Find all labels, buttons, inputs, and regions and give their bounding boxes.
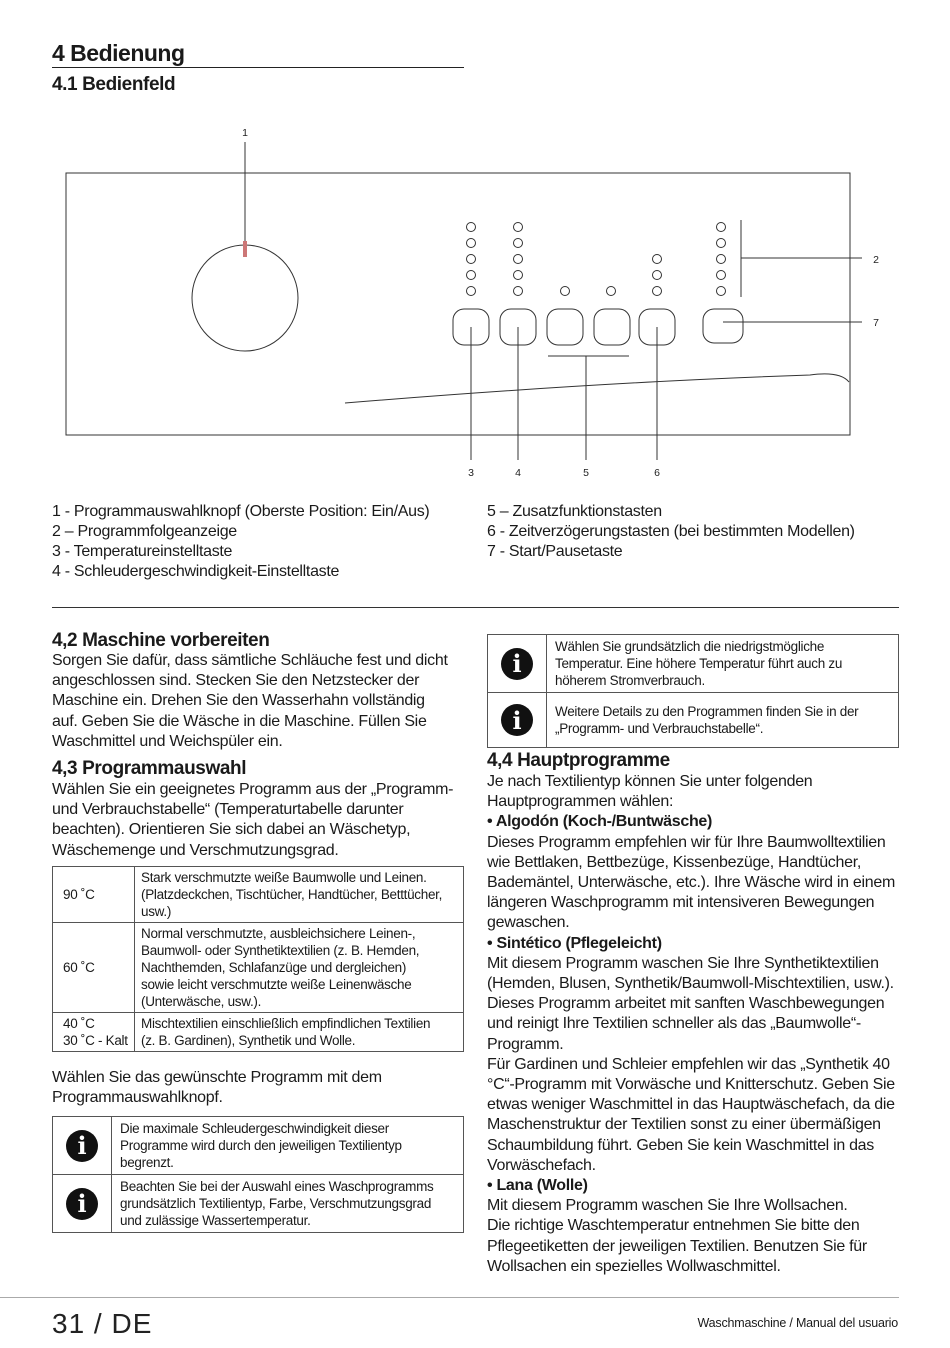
panel-curve (345, 374, 849, 403)
text-line: wie Bettlaken, Bettbezüge, Kissenbezüge, Handtücher, (487, 853, 861, 871)
text-line: Vorwäschefach. (487, 1156, 596, 1174)
text-line: Programm. (487, 1035, 564, 1053)
callout-label-5: 5 (583, 467, 589, 479)
text-line: Temperatur. Eine höhere Temperatur führt auch zu (555, 656, 843, 671)
led-aux-2 (607, 287, 616, 296)
section-title-4-4: 4,4 Hauptprogramme (487, 750, 670, 771)
desc-cell (135, 866, 464, 922)
start-pause-button (703, 309, 743, 343)
table-row (53, 866, 464, 922)
section-title-4-1: 4.1 Bedienfeld (52, 74, 176, 95)
text-line: Normal verschmutzte, ausbleichsichere Leinen-, (141, 925, 416, 941)
text-line: Dieses Programm empfehlen wir für Ihre Baumwolltextilien (487, 833, 886, 851)
left-column (52, 630, 464, 1233)
callout-label-7: 7 (873, 317, 879, 329)
text-line: etwas weniger Waschmittel in das Hauptwäschefach, da die (487, 1096, 895, 1114)
sec43-after (52, 1068, 464, 1108)
text-line: sowie leicht verschmutzte weiße Leinenwäsche (141, 976, 412, 992)
knob-pointer (243, 241, 247, 257)
callout-label-6: 6 (654, 467, 660, 479)
section-title-4-2: 4,2 Maschine vorbereiten (52, 630, 270, 651)
text-line: Für Gardinen und Schleier empfehlen wir das „Synthetik 40 (487, 1055, 890, 1073)
text-line: höherem Stromverbrauch. (555, 673, 705, 688)
text-line: Maschenstruktur der Textilien sonst zu einer übermäßigen (487, 1116, 881, 1134)
text-line: (Unterwäsche, usw.). (141, 993, 262, 1009)
table-row (53, 922, 464, 1012)
text-line: (Hemden, Blusen, Synthetik/Baumwoll-Mischtextilien, usw.). (487, 975, 894, 993)
info-icon: i (53, 1175, 112, 1232)
led-column-3 (467, 223, 476, 296)
temp-cell: 40 ˚C 30 ˚C - Kalt (53, 1012, 135, 1051)
text-line: gewaschen. (487, 914, 570, 932)
text-line: „Programm- und Verbrauchstabelle“. (555, 721, 764, 736)
legend-item: 2 – Programmfolgeanzeige (52, 523, 237, 540)
info-note (487, 634, 899, 693)
notes-right (487, 634, 899, 748)
footer-title: Waschmaschine / Manual del usuario (697, 1316, 898, 1330)
led-column-6 (653, 255, 662, 296)
led-column-4 (514, 223, 523, 296)
text-line: Mit diesem Programm waschen Sie Ihre Wollsachen. (487, 1197, 848, 1215)
text-line: Dieses Programm arbeitet mit sanften Waschbewegungen (487, 995, 885, 1013)
text-line: und reinigt Ihre Textilien schneller als das „Baumwolle“- (487, 1015, 861, 1033)
desc-cell (135, 922, 464, 1012)
text-line: Je nach Textilientyp können Sie unter folgenden (487, 773, 813, 790)
text-line: grundsätzlich Textilientyp, Farbe, Verschmutzungsgrad (120, 1196, 432, 1212)
text-line: Wählen Sie das gewünschte Programm mit dem (52, 1068, 382, 1086)
text-line: Hauptprogrammen wählen: (487, 793, 674, 811)
text-line: begrenzt. (120, 1155, 174, 1171)
callout-label-1: 1 (242, 127, 248, 139)
text-line: Wählen Sie ein geeignetes Programm aus der „Programm- (52, 781, 454, 799)
text-line: beachten). Orientieren Sie sich dabei an Wäschetyp, (52, 821, 411, 839)
section-separator (52, 607, 899, 608)
section-title-4-3: 4,3 Programmauswahl (52, 758, 247, 780)
sec43-body (52, 780, 464, 861)
text-line: längeren Waschprogramm mit intensiveren Bewegungen (487, 894, 875, 912)
text-line: °C“-Programm mit Vorwäsche und Knitterschutz. Geben Sie (487, 1076, 895, 1094)
text-line: (Platzdeckchen, Tischtücher, Handtücher, Betttücher, (141, 886, 443, 902)
program-heading: • Lana (Wolle) (487, 1177, 588, 1195)
text-line: (z. B. Gardinen), Synthetik und Wolle. (141, 1032, 356, 1048)
notes-left (52, 1116, 464, 1233)
text-line: Nachthemden, Schlafanzüge und dergleichen) (141, 959, 407, 975)
text-line: Wollsachen ein spezielles Wollwaschmittel. (487, 1257, 781, 1275)
table-row (53, 1012, 464, 1051)
sec44-body (487, 772, 899, 1277)
info-icon: i (488, 693, 547, 747)
callout-label-2: 2 (873, 254, 879, 266)
text-line: Weitere Details zu den Programmen finden Sie in der (555, 704, 859, 719)
chapter-rule (52, 67, 464, 68)
temperature-table (52, 866, 464, 1052)
legend-item: 6 - Zeitverzögerungstasten (bei bestimmten Modellen) (487, 523, 855, 540)
text-line: und zulässige Wassertemperatur. (120, 1213, 311, 1229)
legend-item: 7 - Start/Pausetaste (487, 543, 623, 560)
text-line: Bademäntel, Unterwäsche, etc.). Ihre Wäsche wird in einem (487, 874, 895, 892)
temp-cell: 90 ˚C (53, 866, 135, 922)
text-line: Schaumbildung führt. Geben Sie kein Waschmittel in das (487, 1136, 874, 1154)
text-line: Stark verschmutzte weiße Baumwolle und Leinen. (141, 869, 427, 885)
program-knob (192, 245, 298, 351)
callout-label-3: 3 (468, 467, 474, 479)
text-line: Sorgen Sie dafür, dass sämtliche Schläuche fest und dicht (52, 652, 448, 669)
legend-item: 5 – Zusatzfunktionstasten (487, 503, 662, 520)
text-line: Mit diesem Programm waschen Sie Ihre Synthetiktextilien (487, 954, 879, 972)
text-line: Maschine ein. Drehen Sie den Wasserhahn vollständig (52, 692, 425, 710)
led-aux-1 (561, 287, 570, 296)
text-line: Baumwoll- oder Synthetiktextilien (z. B. Hemden, (141, 942, 420, 958)
page-number: 31 / DE (52, 1308, 153, 1339)
legend-right (487, 502, 855, 562)
info-note (52, 1175, 464, 1233)
info-icon: i (53, 1117, 112, 1174)
text-line: angeschlossen sind. Stecken Sie den Netzstecker der (52, 672, 420, 690)
legend-item: 3 - Temperatureinstelltaste (52, 543, 233, 560)
footer-rule (0, 1297, 899, 1298)
callout-label-4: 4 (515, 467, 521, 479)
right-column (487, 634, 899, 1277)
program-heading: • Algodón (Koch-/Buntwäsche) (487, 813, 713, 831)
sec42-body (52, 651, 464, 752)
desc-cell (135, 1012, 464, 1051)
text-line: Waschmittel und Weichspüler ein. (52, 732, 283, 750)
chapter-title: 4 Bedienung (52, 40, 185, 66)
info-note (52, 1116, 464, 1175)
control-panel-diagram (0, 120, 950, 490)
aux-button-2 (594, 309, 630, 345)
text-line: auf. Geben Sie die Wäsche in die Maschine. Füllen Sie (52, 712, 427, 730)
text-line: Beachten Sie bei der Auswahl eines Waschprogramms (120, 1179, 434, 1195)
program-heading: • Sintético (Pflegeleicht) (487, 934, 662, 952)
info-icon: i (488, 635, 547, 692)
text-line: Mischtextilien einschließlich empfindlichen Textilien (141, 1015, 431, 1031)
legend-item: 1 - Programmauswahlknopf (Oberste Position: Ein/Aus) (52, 503, 430, 520)
panel-outline (66, 173, 850, 435)
legend-left (52, 502, 429, 582)
text-line: Wählen Sie grundsätzlich die niedrigstmögliche (555, 639, 825, 654)
text-line: Die richtige Waschtemperatur entnehmen Sie bitte den (487, 1217, 860, 1235)
text-line: Programmauswahlknopf. (52, 1089, 223, 1107)
text-line: Programme wird durch den jeweiligen Textilientyp (120, 1138, 402, 1154)
temp-cell: 60 ˚C (53, 922, 135, 1012)
led-column-progress (717, 223, 726, 296)
text-line: Pflegeetiketten der jeweiligen Textilien. Benutzen Sie für (487, 1237, 867, 1255)
text-line: Die maximale Schleudergeschwindigkeit dieser (120, 1121, 389, 1137)
legend-item: 4 - Schleudergeschwindigkeit-Einstelltaste (52, 563, 340, 580)
text-line: und Verbrauchstabelle“ (Temperaturtabelle darunter (52, 801, 404, 819)
text-line: usw.) (141, 903, 172, 919)
aux-button-1 (547, 309, 583, 345)
info-note (487, 693, 899, 748)
text-line: Wäschemenge und Verschmutzungsgrad. (52, 841, 339, 859)
